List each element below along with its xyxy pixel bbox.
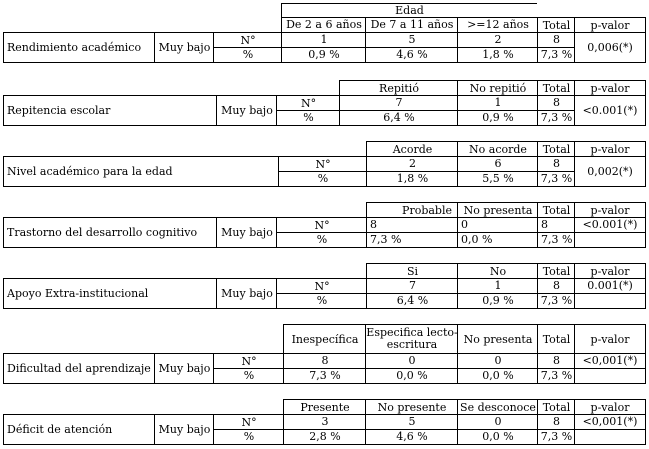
- col-header: Probable: [366, 202, 458, 218]
- col-header: Presente: [283, 399, 366, 415]
- pct-value: 2,8 %: [283, 429, 366, 445]
- total-header: Total: [537, 263, 575, 279]
- col-header: No: [457, 263, 538, 279]
- total-pct: 7,3 %: [537, 293, 575, 309]
- pct-value: 5,5 %: [457, 171, 538, 187]
- metric-pct-label: %: [276, 110, 340, 126]
- total-n: 8: [537, 278, 575, 294]
- total-pct: 7,3 %: [537, 47, 575, 63]
- n-value: 0: [365, 353, 458, 369]
- pvalue-cell-empty: [574, 293, 646, 309]
- metric-n-label: N°: [276, 278, 367, 294]
- total-n: 8: [537, 353, 575, 369]
- row-label: Rendimiento académico: [3, 32, 155, 63]
- col-header: >=12 años: [457, 17, 538, 33]
- row-label: Repitencia escolar: [3, 95, 217, 126]
- metric-n-label: N°: [276, 217, 367, 233]
- category-label: Muy bajo: [154, 414, 214, 445]
- col-header: Se desconoce: [457, 399, 538, 415]
- row-label: Déficit de atención: [3, 414, 155, 445]
- total-n: 8: [537, 156, 575, 172]
- pct-value: 6,4 %: [339, 110, 458, 126]
- total-pct: 7,3 %: [537, 110, 575, 126]
- pvalue-cell: 0,002(*): [574, 156, 646, 187]
- col-header: No acorde: [457, 141, 538, 157]
- metric-pct-label: %: [278, 171, 367, 187]
- n-value: 1: [457, 95, 538, 111]
- metric-n-label: N°: [276, 95, 340, 111]
- row-label: Nivel académico para la edad: [3, 156, 279, 187]
- n-value: 6: [457, 156, 538, 172]
- n-value: 0: [457, 353, 538, 369]
- pvalue-cell: <0.001(*): [574, 217, 646, 233]
- pct-value: 7,3 %: [366, 232, 458, 248]
- pct-value: 1,8 %: [366, 171, 458, 187]
- pvalue-cell: 0.001(*): [574, 278, 646, 294]
- category-label: Muy bajo: [216, 95, 277, 126]
- pvalue-header: p-valor: [574, 399, 646, 415]
- pct-value: 1,8 %: [457, 47, 538, 63]
- category-label: Muy bajo: [154, 32, 214, 63]
- total-n: 8: [537, 95, 575, 111]
- table-apoyo: [0, 261, 649, 309]
- category-label: Muy bajo: [216, 217, 277, 248]
- total-n: 8: [537, 414, 575, 430]
- pvalue-cell-empty: [574, 232, 646, 248]
- col-header: Repitió: [339, 80, 458, 96]
- col-header: Inespecífica: [283, 324, 366, 354]
- n-value: 5: [365, 32, 458, 48]
- n-value: 8: [283, 353, 366, 369]
- table-deficit: [0, 397, 649, 445]
- metric-pct-label: %: [213, 429, 284, 445]
- category-label: Muy bajo: [216, 278, 277, 309]
- metric-n-label: N°: [213, 353, 284, 369]
- total-pct: 7,3 %: [537, 171, 575, 187]
- pct-value: 0,0 %: [365, 368, 458, 384]
- pct-value: 0,0 %: [457, 368, 538, 384]
- col-header: No presente: [365, 399, 458, 415]
- pct-value: 0,9 %: [457, 293, 538, 309]
- pct-value: 7,3 %: [283, 368, 366, 384]
- n-value: 0: [457, 414, 538, 430]
- table-nivel: [0, 139, 649, 187]
- row-label: Apoyo Extra-institucional: [3, 278, 217, 309]
- total-header: Total: [537, 324, 575, 354]
- col-header: Acorde: [366, 141, 458, 157]
- category-label: Muy bajo: [154, 353, 214, 384]
- col-header: De 7 a 11 años: [365, 17, 458, 33]
- total-pct: 7,3 %: [537, 429, 575, 445]
- pct-value: 4,6 %: [365, 429, 458, 445]
- col-header: Si: [366, 263, 458, 279]
- pct-value: 4,6 %: [365, 47, 458, 63]
- total-header: Total: [537, 17, 575, 33]
- table-dificultad: [0, 322, 649, 384]
- pvalue-cell-empty: [574, 368, 646, 384]
- pvalue-cell: <0.001(*): [574, 95, 646, 126]
- total-n: 8: [537, 32, 575, 48]
- total-header: Total: [537, 399, 575, 415]
- metric-n-label: N°: [278, 156, 367, 172]
- row-label: Trastorno del desarrollo cognitivo: [3, 217, 217, 248]
- pvalue-header: p-valor: [574, 324, 646, 354]
- metric-pct-label: %: [213, 368, 284, 384]
- col-header: No presenta: [457, 202, 538, 218]
- pvalue-cell: 0,006(*): [574, 32, 646, 63]
- n-value: 7: [339, 95, 458, 111]
- col-header: Especifica lecto-escritura: [365, 324, 458, 354]
- pct-value: 0,9 %: [281, 47, 366, 63]
- pvalue-header: p-valor: [574, 17, 646, 33]
- col-header: No presenta: [457, 324, 538, 354]
- metric-pct-label: %: [213, 47, 282, 63]
- total-header: Total: [537, 141, 575, 157]
- pvalue-header: p-valor: [574, 141, 646, 157]
- col-header: De 2 a 6 años: [281, 17, 366, 33]
- pvalue-cell: <0,001(*): [574, 414, 646, 430]
- n-value: 5: [365, 414, 458, 430]
- n-value: 1: [457, 278, 538, 294]
- n-value: 2: [366, 156, 458, 172]
- metric-pct-label: %: [276, 293, 367, 309]
- n-value: 1: [281, 32, 366, 48]
- total-pct: 7,3 %: [537, 232, 575, 248]
- table-rendimiento: [0, 0, 649, 64]
- pct-value: 0,9 %: [457, 110, 538, 126]
- total-pct: 7,3 %: [537, 368, 575, 384]
- row-label: Dificultad del aprendizaje: [3, 353, 155, 384]
- pct-value: 0,0 %: [457, 429, 538, 445]
- pvalue-cell: <0,001(*): [574, 353, 646, 369]
- metric-n-label: N°: [213, 414, 284, 430]
- col-header: No repitió: [457, 80, 538, 96]
- pvalue-header: p-valor: [574, 263, 646, 279]
- total-n: 8: [537, 217, 575, 233]
- group-header-edad: Edad: [281, 3, 537, 18]
- table-trastorno: [0, 200, 649, 248]
- pvalue-header: p-valor: [574, 202, 646, 218]
- n-value: 7: [366, 278, 458, 294]
- pct-value: 0,0 %: [457, 232, 538, 248]
- n-value: 0: [457, 217, 538, 233]
- total-header: Total: [537, 80, 575, 96]
- metric-n-label: N°: [213, 32, 282, 48]
- n-value: 2: [457, 32, 538, 48]
- pct-value: 6,4 %: [366, 293, 458, 309]
- pvalue-cell-empty: [574, 429, 646, 445]
- n-value: 8: [366, 217, 458, 233]
- pvalue-header: p-valor: [574, 80, 646, 96]
- total-header: Total: [537, 202, 575, 218]
- table-repitencia: [0, 78, 649, 126]
- n-value: 3: [283, 414, 366, 430]
- metric-pct-label: %: [276, 232, 367, 248]
